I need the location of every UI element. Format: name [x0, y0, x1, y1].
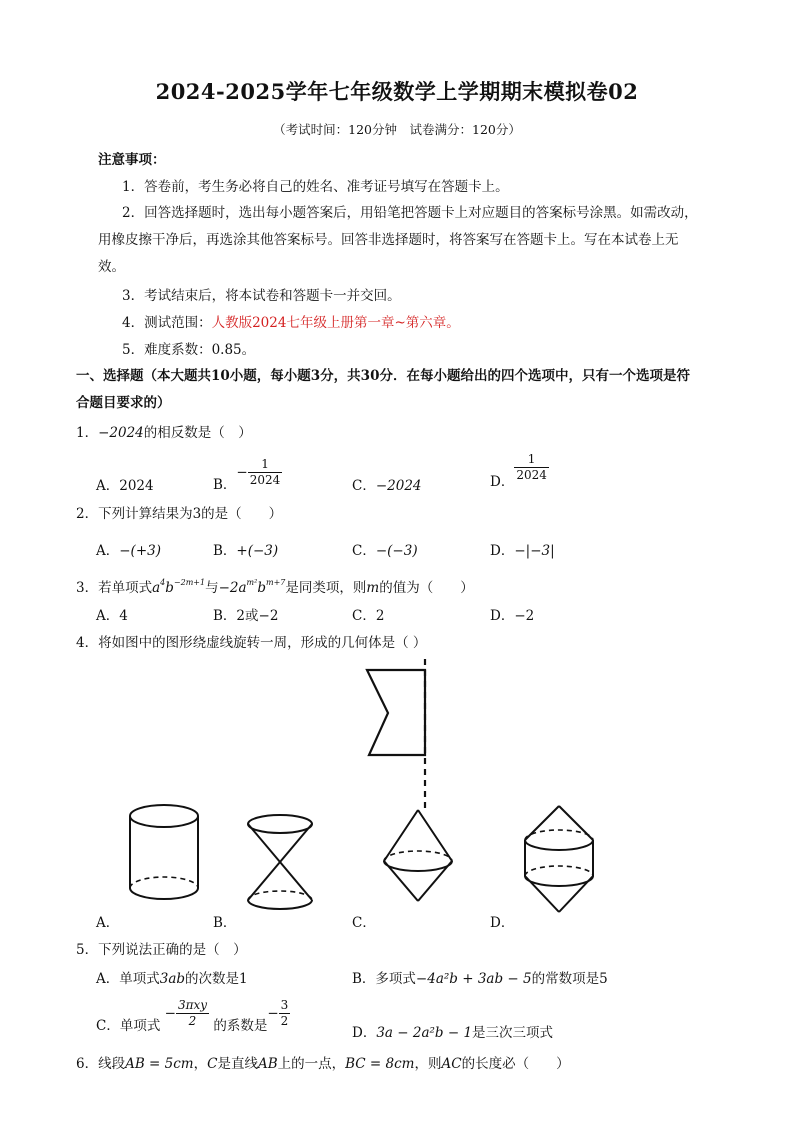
expression: 3ab [159, 971, 186, 987]
option-label: A． [96, 971, 120, 987]
option-text: 是三次三项式 [472, 1025, 554, 1041]
option-label: D． [490, 473, 515, 490]
double-cone-solid [378, 806, 462, 906]
q3-number: 3． [76, 580, 99, 596]
option-value: −|−3| [514, 543, 555, 559]
expression: −4a²b + 3ab − 5 [415, 971, 532, 987]
q6-text: 的长度必（ ） [461, 1056, 570, 1072]
slant-line [384, 810, 418, 861]
question-1 [76, 421, 252, 441]
option-text: 单项式 [119, 971, 160, 987]
numerator: 3 [280, 998, 289, 1012]
upper-front [525, 840, 593, 850]
q3-post: 是同类项，则 [285, 580, 367, 596]
slant-line [280, 862, 312, 900]
option-value: 2或−2 [236, 608, 279, 624]
option-value: −(+3) [119, 543, 161, 559]
lower-front [525, 876, 593, 886]
minus-sign: − [267, 1005, 279, 1022]
option-text: 的常数项是5 [531, 971, 608, 987]
option-value: −2024 [375, 478, 422, 494]
exponent: m² [246, 578, 258, 587]
denominator: 2024 [516, 468, 547, 482]
bottom-front [248, 900, 312, 909]
minus-sign: − [164, 1005, 176, 1022]
exponent: m+7 [266, 578, 286, 587]
q6-text: 上的一点， [277, 1056, 346, 1072]
slant-line [525, 876, 559, 912]
option-label: D． [490, 543, 515, 559]
option-value: +(−3) [236, 543, 279, 559]
expression: 3a − 2a²b − 1 [376, 1025, 473, 1041]
cone-cylinder-cone-solid [517, 802, 601, 918]
q4-option-d: D． [490, 915, 515, 931]
slant-line [280, 824, 312, 862]
option-label: D． [352, 1025, 377, 1041]
option-label: A． [96, 478, 120, 494]
option-value: −2 [514, 608, 535, 624]
q6-text: ，则 [414, 1056, 442, 1072]
denominator: 2 [280, 1014, 289, 1028]
q6-text: 是直线 [217, 1056, 258, 1072]
slant-line [248, 824, 280, 862]
option-label: C． [352, 478, 376, 494]
option-label: C． [352, 543, 376, 559]
double-cone-inverted-solid [240, 812, 320, 916]
base: b [165, 580, 174, 596]
variable: m [366, 580, 380, 596]
bottom-front [130, 888, 198, 899]
q3-option-c [352, 604, 384, 624]
slant-line [418, 810, 452, 861]
note-4-prefix: 4．测试范围： [122, 315, 212, 331]
q1-number: 1． [76, 425, 99, 441]
question-4 [76, 631, 426, 651]
option-text: 的次数是1 [185, 971, 248, 987]
q4-option-a: A． [96, 915, 120, 931]
q3-option-d [490, 604, 534, 624]
middle-back [384, 851, 452, 861]
coefficient: −2 [218, 580, 239, 596]
minus-sign: − [236, 464, 248, 481]
exponent: 4 [160, 578, 166, 587]
option-value: 2 [375, 608, 385, 624]
q6-number: 6． [76, 1056, 99, 1072]
q3-end: 的值为（ ） [379, 580, 474, 596]
question-2 [76, 502, 282, 522]
denominator: 2 [188, 1014, 197, 1028]
bottom-back [130, 877, 198, 888]
q3-mid: 与 [205, 580, 219, 596]
note-3: 3．考试结束后，将本试卷和答题卡一并交回。 [122, 288, 401, 304]
q3-option-b [213, 604, 278, 624]
note-2c: 效。 [98, 259, 125, 275]
section-heading-cont: 合题目要求的） [76, 395, 171, 411]
q3-pre: 若单项式 [98, 580, 153, 596]
q1-expr: −2024 [98, 425, 144, 441]
monomial-1 [152, 580, 205, 596]
q2-option-c [352, 539, 418, 559]
option-value: −(−3) [375, 543, 418, 559]
expression: BC = 8cm [345, 1056, 415, 1072]
slant-line [559, 876, 593, 912]
expression: C [207, 1056, 218, 1072]
question-6 [76, 1052, 570, 1072]
slant-line [525, 806, 559, 840]
q4-option-c: C． [352, 915, 376, 931]
expression: AB = 5cm [125, 1056, 194, 1072]
top-ellipse [248, 815, 312, 833]
q5-option-c [96, 998, 290, 1034]
question-5 [76, 938, 247, 958]
fraction [176, 998, 209, 1029]
note-2a: 2．回答选择题时，选出每小题答案后，用铅笔把答题卡上对应题目的答案标号涂黑。如需改动， [122, 205, 698, 221]
expression: AC [441, 1056, 462, 1072]
middle-front [384, 861, 452, 871]
q5-number: 5． [76, 942, 99, 958]
option-label: B． [352, 971, 376, 987]
option-label: C． [96, 1017, 120, 1034]
exponent: −2m+1 [173, 578, 206, 587]
polygon-shape [367, 670, 425, 755]
option-label: D． [490, 608, 515, 624]
slant-line [248, 862, 280, 900]
q5-option-b [352, 967, 608, 987]
option-value: 2024 [119, 478, 154, 494]
fraction [514, 452, 549, 483]
option-label: B． [213, 608, 237, 624]
page-title: 2024-2025学年七年级数学上学期期末模拟卷02 [155, 79, 639, 104]
q2-number: 2． [76, 506, 99, 522]
note-5: 5．难度系数：0.85。 [122, 342, 256, 358]
q5-option-a [96, 967, 248, 987]
upper-back [525, 830, 593, 840]
q4-number: 4． [76, 635, 99, 651]
rotation-figure [355, 655, 445, 817]
option-label: B． [213, 476, 237, 493]
question-3 [76, 576, 474, 596]
q5-option-d [352, 1021, 553, 1041]
q4-stem: 将如图中的图形绕虚线旋转一周，形成的几何体是（ ） [98, 635, 427, 651]
lower-back [525, 866, 593, 876]
q1-option-a [96, 474, 154, 494]
bottom-back [248, 891, 312, 900]
top-ellipse [130, 805, 198, 827]
q5-stem: 下列说法正确的是（ ） [98, 942, 247, 958]
q3-option-a [96, 604, 128, 624]
note-2b: 用橡皮擦干净后，再选涂其他答案标号。回答非选择题时，将答案写在答题卡上。写在本试卷上无 [98, 232, 679, 248]
option-label: A． [96, 543, 120, 559]
note-4 [122, 311, 460, 331]
notes-heading: 注意事项： [98, 152, 166, 168]
q2-option-a [96, 539, 161, 559]
denominator: 2024 [249, 473, 281, 487]
numerator: 1 [514, 452, 549, 468]
option-value: 4 [119, 608, 128, 624]
q1-stem: 的相反数是（ ） [143, 425, 252, 441]
option-label: C． [352, 608, 376, 624]
option-label: A． [96, 608, 120, 624]
q2-option-b [213, 539, 278, 559]
option-text: 的系数是 [213, 1017, 268, 1034]
section-heading: 一、选择题（本大题共10小题，每小题3分，共30分．在每小题给出的四个选项中，只有一个选项是符 [76, 368, 690, 384]
expression: AB [257, 1056, 278, 1072]
q6-text: 线段 [98, 1056, 126, 1072]
monomial-2 [219, 580, 286, 596]
q6-text: ， [193, 1056, 208, 1072]
base: a [238, 580, 247, 596]
base: a [152, 580, 161, 596]
option-text: 多项式 [375, 971, 416, 987]
fraction [279, 998, 291, 1029]
q2-stem: 下列计算结果为3的是（ ） [98, 506, 283, 522]
note-1: 1．答卷前，考生务必将自己的姓名、准考证号填写在答题卡上。 [122, 179, 509, 195]
cylinder-solid [122, 800, 212, 912]
q2-option-d [490, 539, 555, 559]
q1-option-b [213, 457, 282, 493]
option-text: 单项式 [119, 1017, 161, 1034]
q1-option-c [352, 474, 422, 494]
note-4-range: 人教版2024七年级上册第一章~第六章。 [211, 315, 460, 331]
q4-option-b: B． [213, 915, 237, 931]
base: b [257, 580, 266, 596]
q1-option-d [490, 452, 549, 490]
option-label: B． [213, 543, 237, 559]
numerator: 3πxy [177, 998, 208, 1012]
fraction [248, 457, 283, 488]
exam-info: （考试时间：120分钟 试卷满分：120分） [273, 122, 521, 137]
numerator: 1 [248, 457, 283, 473]
